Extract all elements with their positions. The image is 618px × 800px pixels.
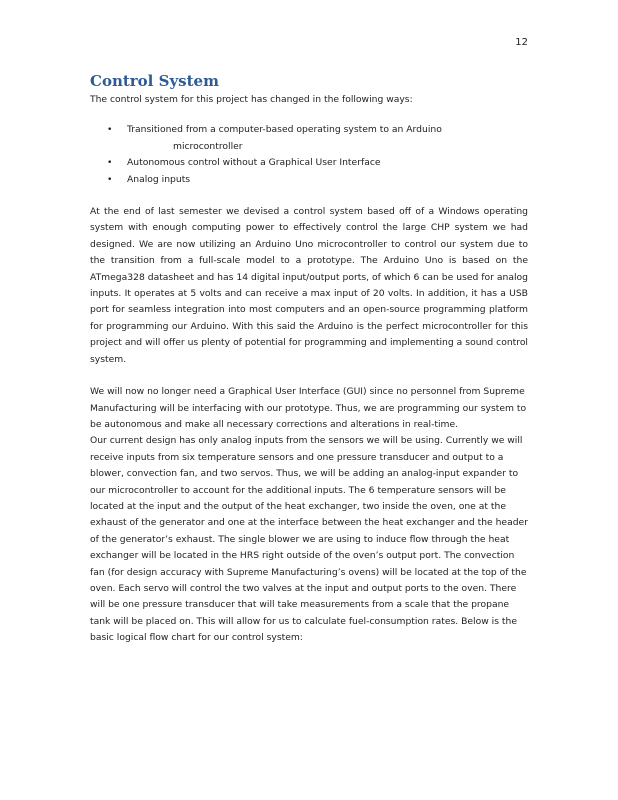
list-item — [90, 172, 528, 188]
bullet-icon: • — [107, 173, 113, 185]
bullet-list — [90, 122, 528, 188]
list-item — [90, 155, 528, 171]
paragraph-gui: We will now no longer need a Graphical User Interface (GUI) since no personnel from Supreme Manufacturing will be interfacing with our prototype. Thus, we are programming our system to be autonomous and make all necessary corrections and alterations in real-time. — [90, 386, 527, 430]
paragraph-arduino: At the end of last semester we devised a control system based off of a Windows operating system with enough computing power to effectively control the large CHP system we had designed. We are now utilizing an Arduino Uno microcontroller to control our system due to the transition from a full-scale model to a prototype. The Arduino Uno is based on the ATmega328 datasheet and has 14 digital input/output ports, of which 6 can be used for analog inputs. It operates at 5 volts and can receive a max input of 20 volts. In addition, it has a USB port for seamless integration into most computers and an open-source programming platform for programming our Arduino. With this said the Arduino is the perfect microcontroller for this project and will offer us plenty of potential for programming and implementing a sound control system. — [90, 206, 528, 365]
document-body — [90, 72, 528, 647]
section-heading: Control System — [90, 72, 219, 90]
list-item-text: Analog inputs — [127, 173, 191, 185]
list-item-text: Autonomous control without a Graphical User Interface — [127, 157, 381, 169]
list-item — [90, 122, 528, 155]
intro-text: The control system for this project has changed in the following ways: — [90, 94, 413, 105]
bullet-icon: • — [107, 157, 113, 169]
paragraph-sensors: Our current design has only analog inputs from the sensors we will be using. Currently we will receive inputs from six temperature sensors and one pressure transducer and output to a blower, convection fan, and two servos. Thus, we will be adding an analog-input expander to our microcontroller to account for the additional inputs. The 6 temperature sensors will be located at the input and the output of the heat exchanger, two inside the oven, one at the exhaust of the generator and one at the interface between the heat exchanger and the header of the generator’s exhaust. The single blower we are using to induce flow through the heat exchanger will be located in the HRS right outside of the oven’s output port. The convection fan (for design accuracy with Supreme Manufacturing’s ovens) will be located at the top of the oven. Each servo will control the two valves at the input and output ports to the oven. There will be one pressure transducer that will take measurements from a scale that the propane tank will be placed on. This will allow for us to calculate fuel-consumption rates. Below is the basic logical flow chart for our control system: — [90, 435, 528, 644]
page-number: 12 — [515, 37, 528, 48]
list-item-continuation: microcontroller — [173, 140, 243, 152]
bullet-icon: • — [107, 124, 113, 136]
list-item-text: Transitioned from a computer-based operating system to an Arduino — [127, 124, 442, 136]
